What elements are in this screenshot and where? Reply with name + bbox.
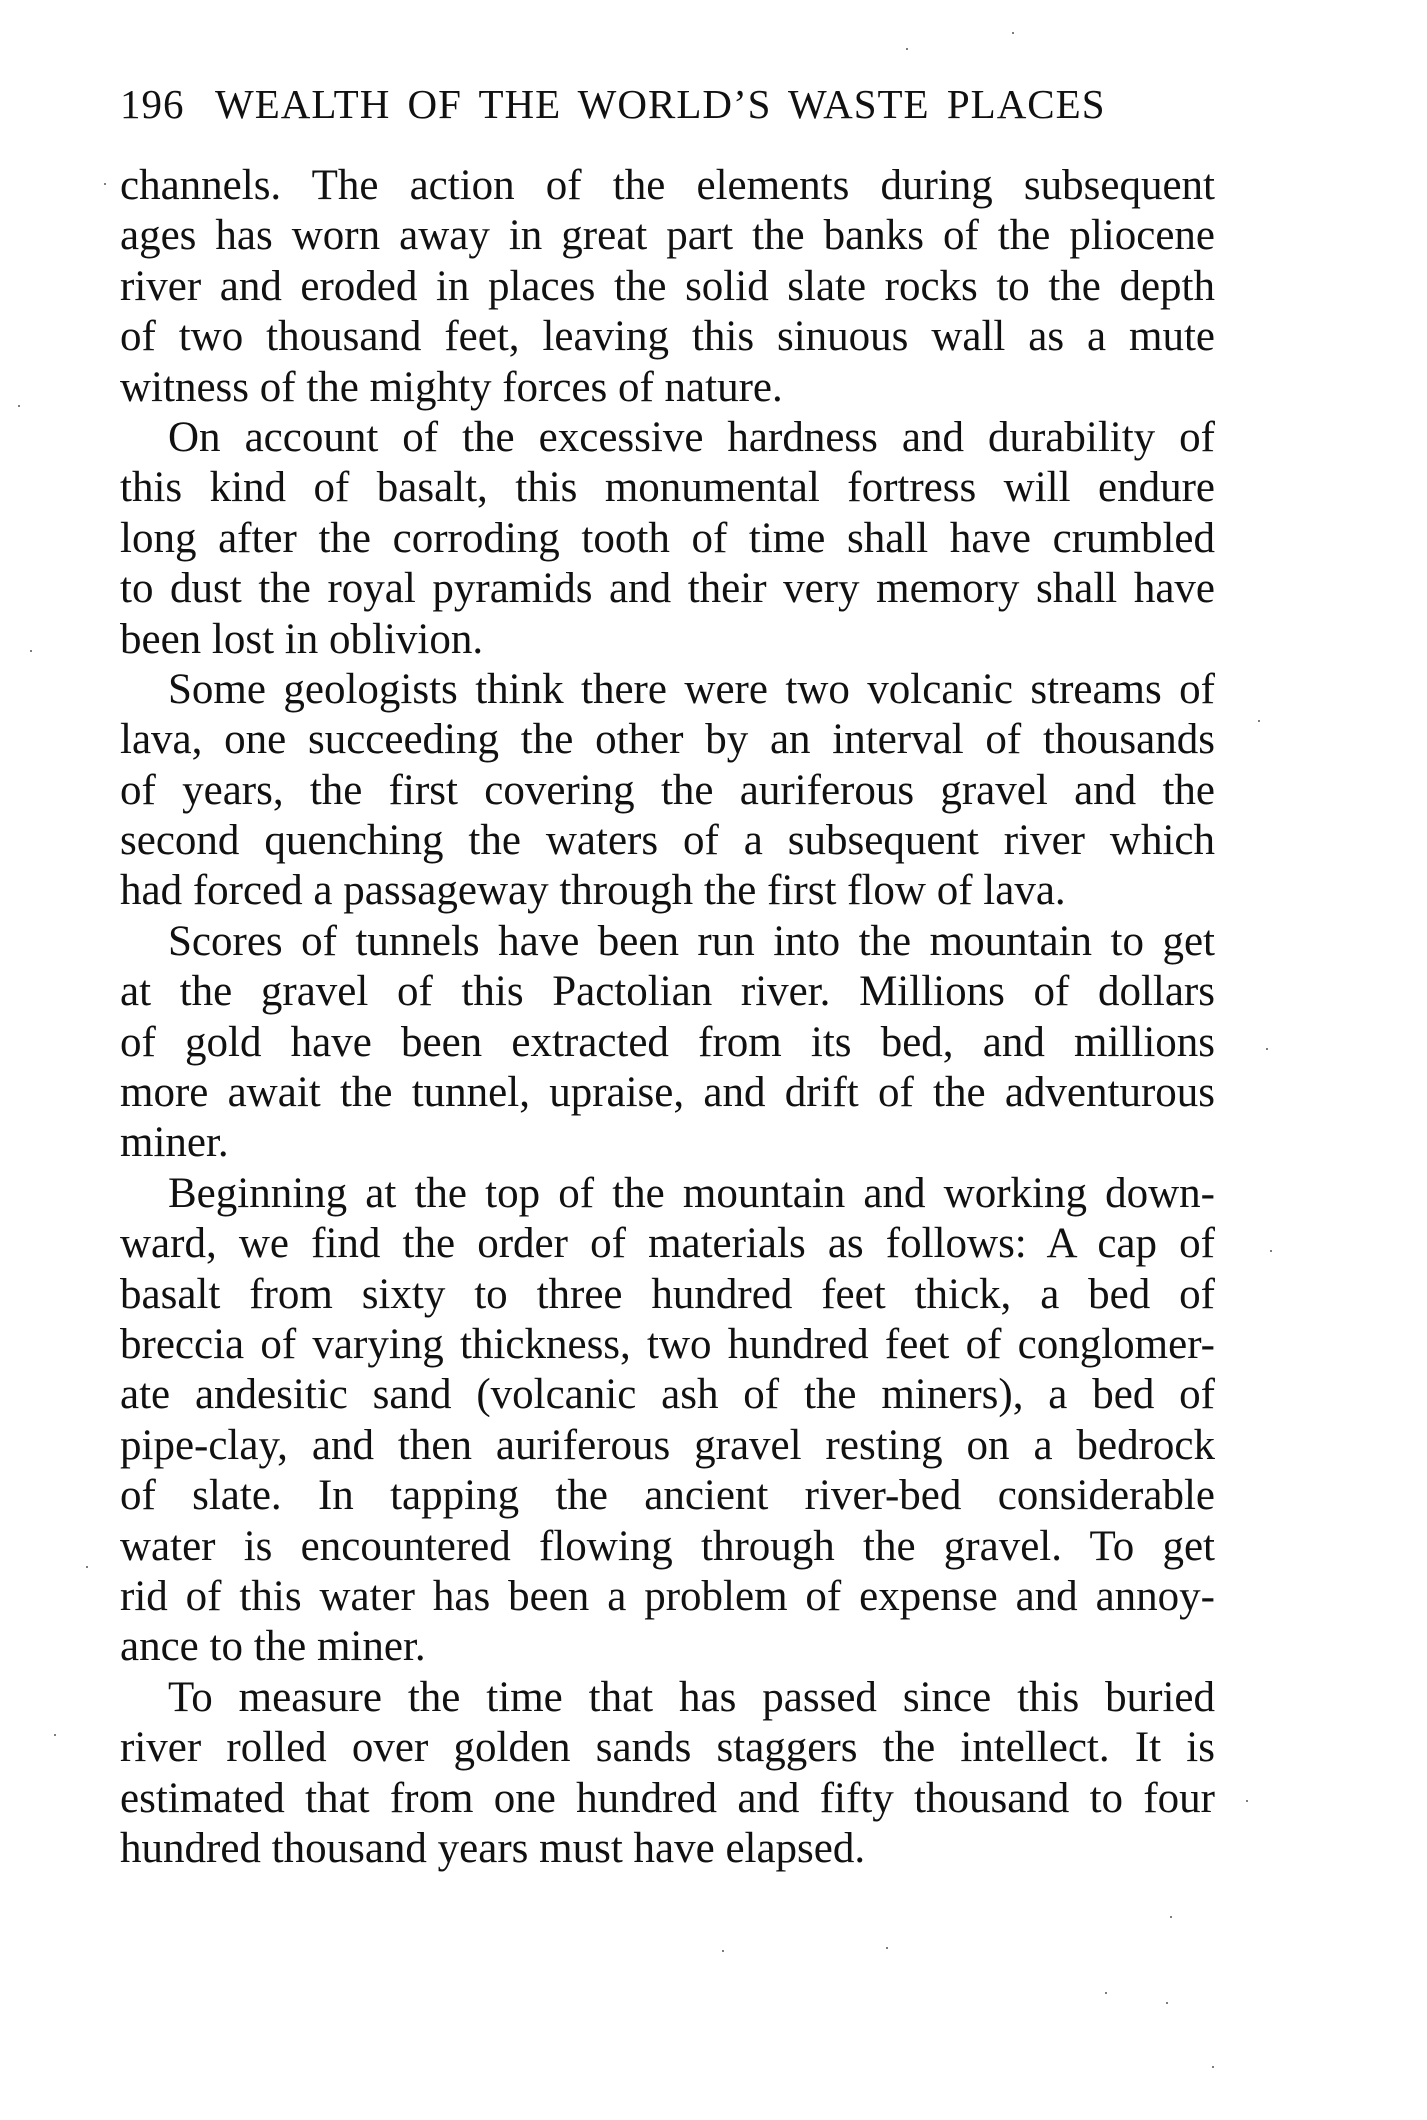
text-line: ance to the miner. (120, 1623, 426, 1671)
text-line: estimated that from one hundred and fifty thousand to four (120, 1774, 1215, 1822)
text-line: hundred thousand years must have elapsed. (120, 1824, 866, 1872)
text-line: long after the corroding tooth of time shall have crumbled (120, 514, 1215, 562)
scan-speck (86, 1566, 88, 1568)
text-line: this kind of basalt, this monumental fortress will endure (120, 464, 1215, 512)
text-line: rid of this water has been a problem of expense and annoy- (120, 1572, 1215, 1620)
paragraph (120, 161, 1215, 413)
text-line: more await the tunnel, upraise, and drift of the adventurous (120, 1069, 1215, 1117)
scan-speck (1212, 2066, 1214, 2068)
text-line: at the gravel of this Pactolian river. Millions of dollars (120, 968, 1215, 1016)
text-line: of slate. In tapping the ancient river-bed considerable (120, 1472, 1215, 1520)
page-number: 196 (120, 81, 185, 127)
scan-speck (1270, 1250, 1272, 1252)
scan-speck (1012, 32, 1014, 34)
text-line: ward, we find the order of materials as follows: A cap of (120, 1220, 1215, 1268)
text-line: miner. (120, 1119, 229, 1167)
text-line: water is encountered flowing through the gravel. To get (120, 1522, 1215, 1570)
text-line: To measure the time that has passed since this buried (168, 1673, 1215, 1721)
scan-speck (1170, 1916, 1172, 1918)
text-line: ages has worn away in great part the banks of the pliocene (120, 212, 1215, 260)
text-line: pipe-clay, and then auriferous gravel resting on a bedrock (120, 1421, 1215, 1469)
text-line: ate andesitic sand (volcanic ash of the miners), a bed of (120, 1371, 1215, 1419)
scan-speck (18, 405, 20, 407)
text-line: Some geologists think there were two volcanic streams of (168, 665, 1215, 713)
running-head-title: WEALTH OF THE WORLD’S WASTE PLACES (215, 81, 1106, 127)
scan-speck (30, 650, 32, 652)
text-line: Scores of tunnels have been run into the mountain to get (168, 917, 1215, 965)
text-line: river and eroded in places the solid slate rocks to the depth (120, 262, 1215, 310)
text-line: breccia of varying thickness, two hundred feet of conglomer- (120, 1320, 1215, 1368)
paragraph (120, 665, 1215, 917)
scan-speck (886, 1947, 888, 1949)
text-line: second quenching the waters of a subsequent river which (120, 817, 1215, 865)
text-line: of two thousand feet, leaving this sinuous wall as a mute (120, 313, 1215, 361)
text-line: of gold have been extracted from its bed, and millions (120, 1018, 1215, 1066)
paragraph (120, 1169, 1215, 1673)
scan-speck (722, 1950, 724, 1952)
scan-speck (1166, 2002, 1168, 2004)
text-line: been lost in oblivion. (120, 615, 484, 663)
scan-speck (1266, 1048, 1268, 1050)
scan-speck (906, 48, 908, 50)
text-line: Beginning at the top of the mountain and working down- (168, 1169, 1215, 1217)
scan-speck (1105, 1992, 1107, 1994)
paragraph (120, 413, 1215, 665)
body-text (120, 161, 1215, 1874)
scan-speck (1246, 1800, 1248, 1802)
scan-speck (54, 1734, 56, 1736)
text-line: channels. The action of the elements during subsequent (120, 162, 1215, 209)
text-line: basalt from sixty to three hundred feet thick, a bed of (120, 1270, 1215, 1318)
running-head (120, 82, 1120, 126)
text-line: lava, one succeeding the other by an interval of thousands (120, 716, 1215, 764)
paragraph (120, 1673, 1215, 1875)
text-line: had forced a passageway through the first flow of lava. (120, 867, 1066, 915)
text-line: witness of the mighty forces of nature. (120, 363, 783, 411)
text-line: of years, the first covering the auriferous gravel and the (120, 766, 1215, 814)
scan-speck (1258, 720, 1260, 722)
text-line: On account of the excessive hardness and durability of (168, 413, 1215, 461)
scan-speck (104, 183, 106, 185)
text-line: to dust the royal pyramids and their very memory shall have (120, 565, 1215, 613)
paragraph (120, 917, 1215, 1169)
text-line: river rolled over golden sands staggers the intellect. It is (120, 1724, 1215, 1772)
